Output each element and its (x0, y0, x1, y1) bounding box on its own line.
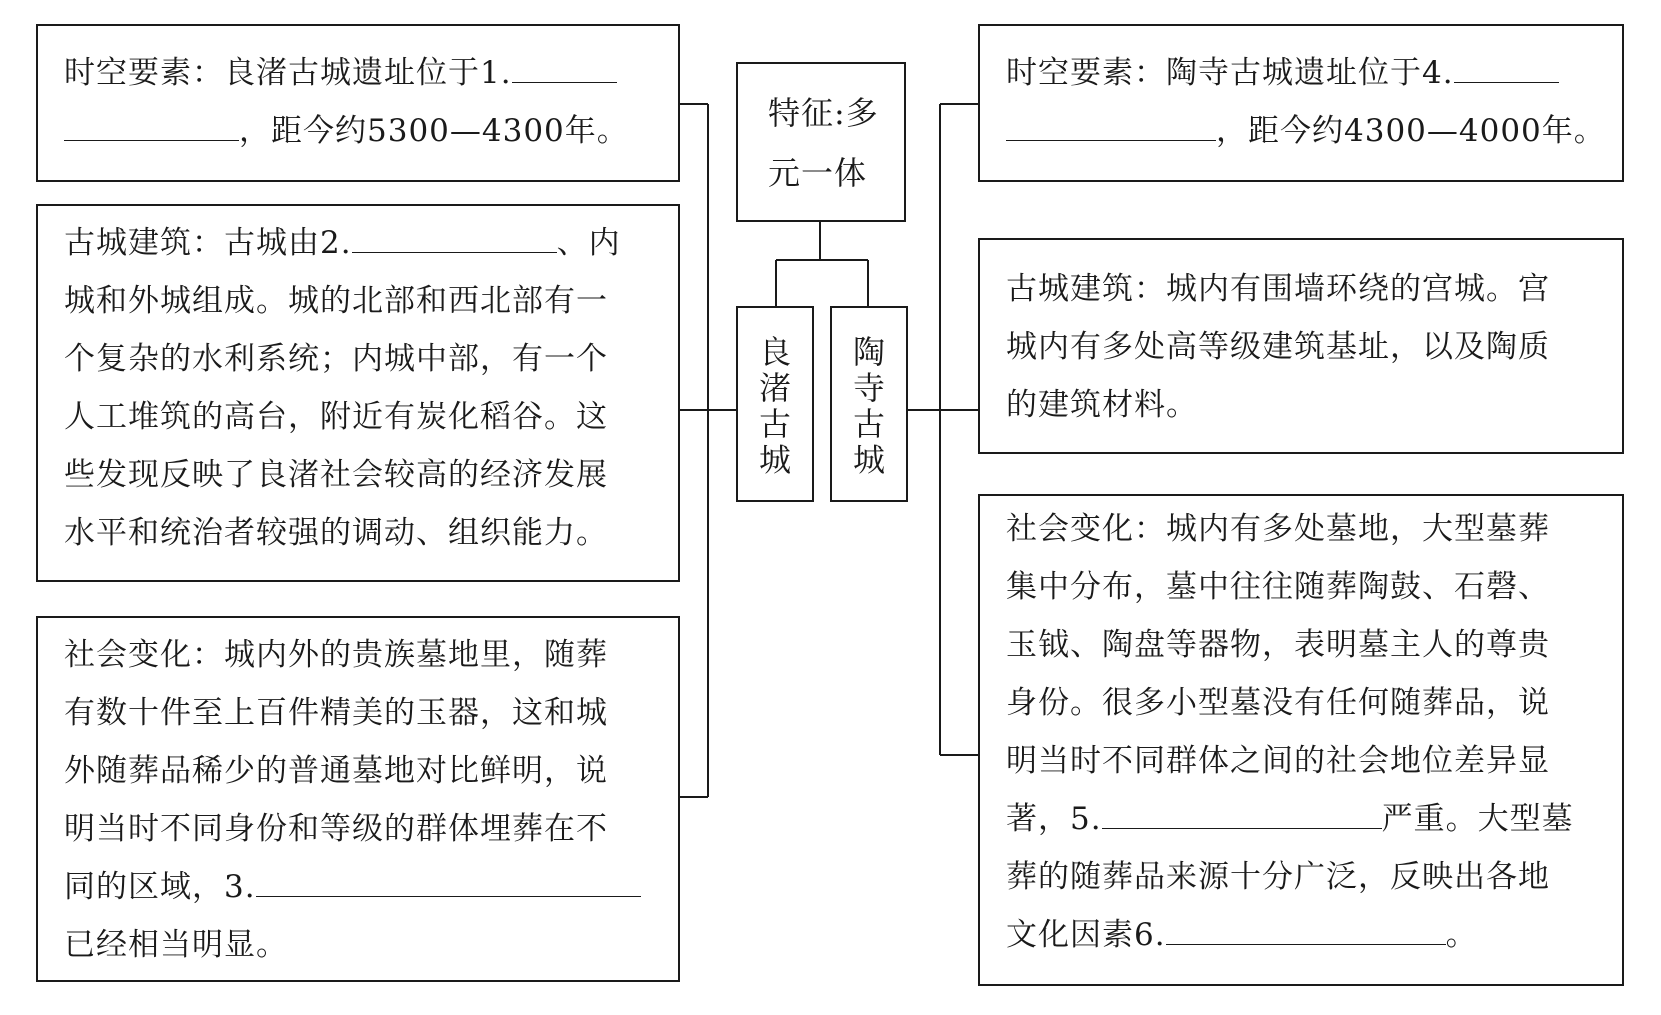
blank-4b[interactable] (1006, 110, 1216, 141)
taosi-char-1: 陶 (852, 333, 885, 371)
right-box3-line3: 玉钺、陶盘等器物，表明墓主人的尊贵 (1006, 627, 1550, 663)
blank-4a[interactable] (1454, 52, 1559, 83)
blank-6[interactable] (1166, 914, 1446, 945)
right-box3-line6: 著，5. 严重。大型墓 (1006, 790, 1574, 848)
blank-3[interactable] (256, 866, 641, 897)
right-box3-line2: 集中分布，墓中往往随葬陶鼓、石磬、 (1006, 569, 1550, 605)
blank-1b[interactable] (64, 110, 239, 141)
left-box1-line2: ，距今约5300—4300年。 (64, 102, 629, 160)
right-box3-line1: 社会变化：城内有多处墓地，大型墓葬 (1006, 511, 1550, 547)
taosi-char-3: 古 (852, 405, 885, 443)
right-box1-line1: 时空要素：陶寺古城遗址位于4. (1006, 44, 1559, 102)
taosi-char-4: 城 (852, 441, 885, 479)
left-box2-line6: 水平和统治者较强的调动、组织能力。 (64, 515, 608, 551)
left-box3-line2: 有数十件至上百件精美的玉器，这和城 (64, 695, 608, 731)
right-box2-line2: 城内有多处高等级建筑基址，以及陶质 (1006, 329, 1550, 365)
left-box1-line1: 时空要素：良渚古城遗址位于1. (64, 44, 617, 102)
blank-5[interactable] (1102, 798, 1382, 829)
left-box3-line1: 社会变化：城内外的贵族墓地里，随葬 (64, 637, 608, 673)
liangzhu-char-3: 古 (758, 405, 791, 443)
center-line-1: 特征:多 (768, 94, 879, 132)
liangzhu-char-1: 良 (758, 333, 791, 371)
blank-1a[interactable] (512, 52, 617, 83)
left-box2-line1: 古城建筑：古城由2. 、内 (64, 214, 621, 272)
left-box2-line3: 个复杂的水利系统；内城中部，有一个 (64, 341, 608, 377)
right-box3-line4: 身份。很多小型墓没有任何随葬品，说 (1006, 685, 1550, 721)
right-box3-line5: 明当时不同群体之间的社会地位差异显 (1006, 743, 1550, 779)
right-box2-line1: 古城建筑：城内有围墙环绕的宫城。宫 (1006, 271, 1550, 307)
blank-2[interactable] (352, 222, 557, 253)
left-box3-line5: 同的区域，3. (64, 858, 641, 916)
right-box1-line2: ，距今约4300—4000年。 (1006, 102, 1606, 160)
right-box2-line3: 的建筑材料。 (1006, 387, 1198, 423)
left-box2-line4: 人工堆筑的高台，附近有炭化稻谷。这 (64, 399, 608, 435)
left-box3-line6: 已经相当明显。 (64, 927, 288, 963)
left-box3-line4: 明当时不同身份和等级的群体埋葬在不 (64, 811, 608, 847)
right-box3-line7: 葬的随葬品来源十分广泛，反映出各地 (1006, 859, 1550, 895)
left-box2-line2: 城和外城组成。城的北部和西北部有一 (64, 283, 608, 319)
liangzhu-char-4: 城 (758, 441, 791, 479)
liangzhu-char-2: 渚 (758, 369, 791, 407)
left-box2-line5: 些发现反映了良渚社会较高的经济发展 (64, 457, 608, 493)
right-box3-line8: 文化因素6. 。 (1006, 906, 1478, 964)
taosi-char-2: 寺 (852, 369, 885, 407)
left-box3-line3: 外随葬品稀少的普通墓地对比鲜明，说 (64, 753, 608, 789)
center-line-2: 元一体 (768, 154, 868, 192)
